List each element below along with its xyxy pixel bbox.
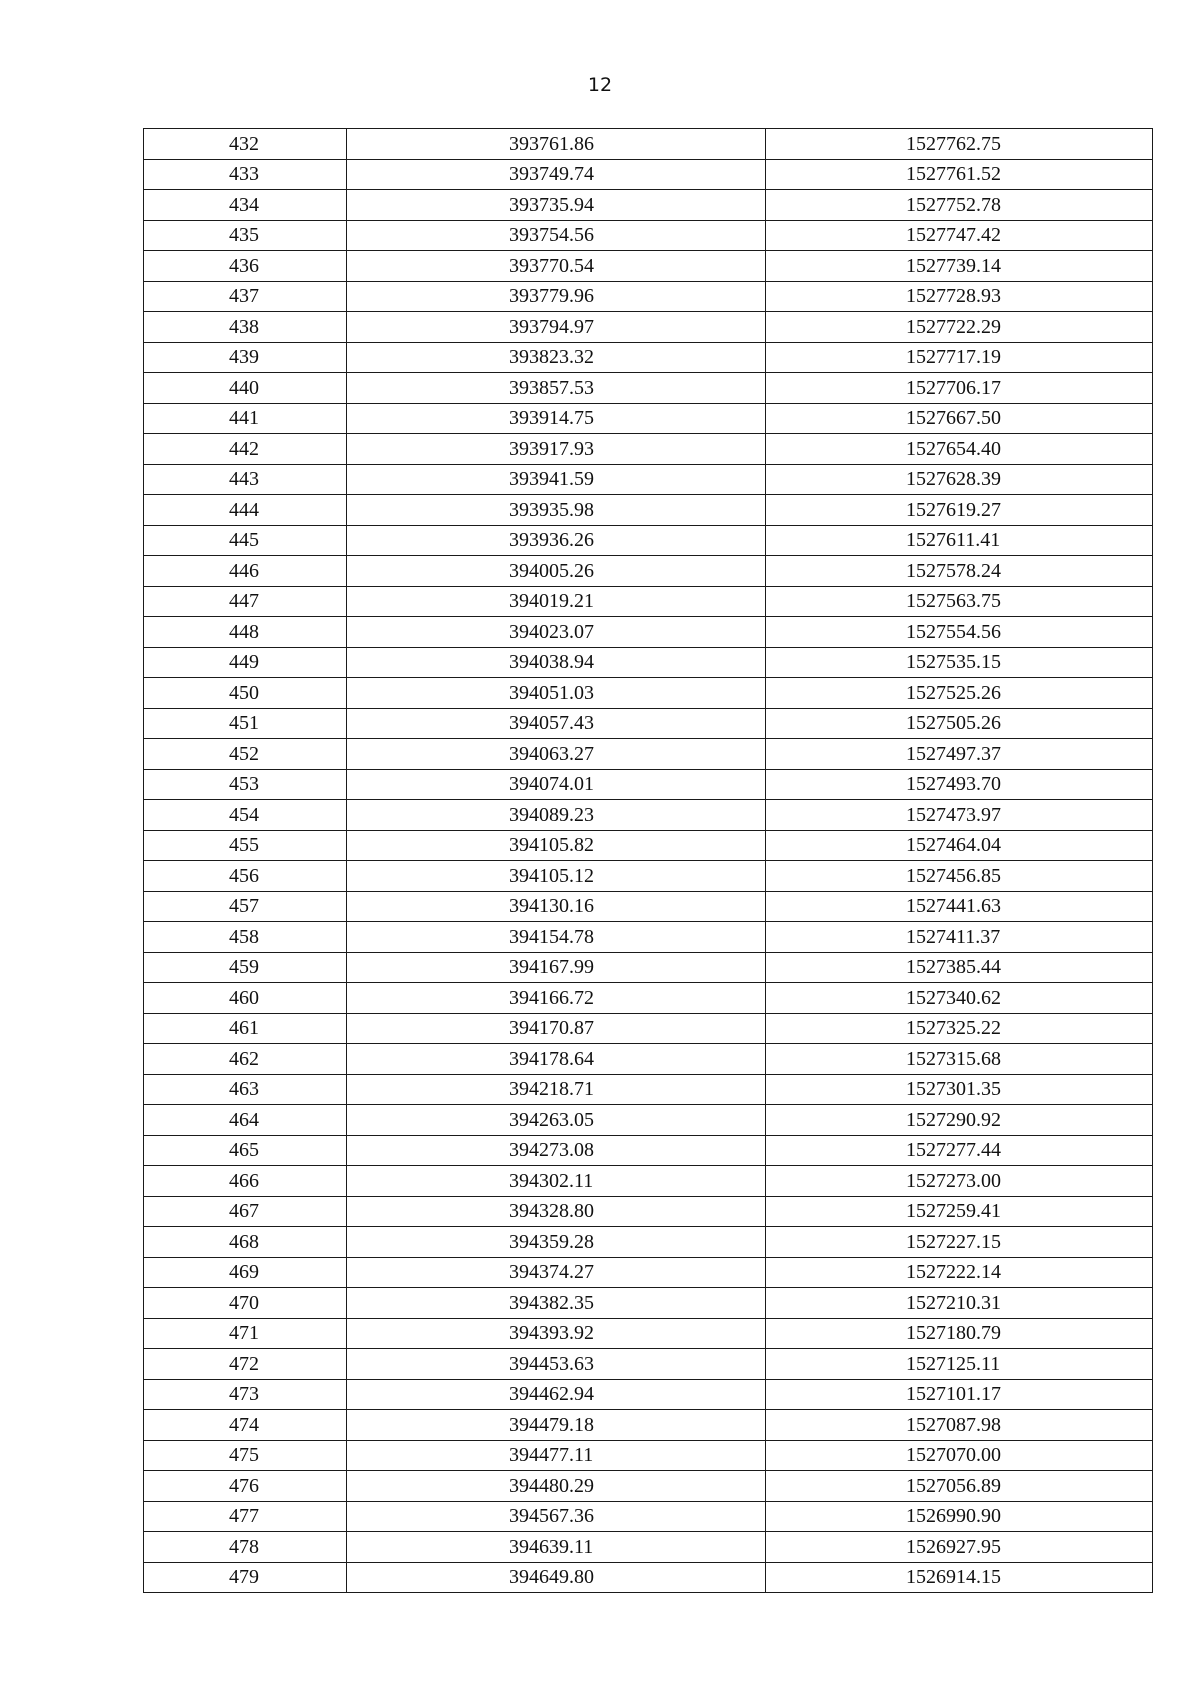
y-coordinate-cell: 1527628.39 (766, 464, 1153, 495)
point-number-cell: 467 (144, 1196, 347, 1227)
y-coordinate-cell: 1527290.92 (766, 1105, 1153, 1136)
point-number-cell: 449 (144, 647, 347, 678)
table-row (144, 800, 1153, 831)
y-coordinate-cell: 1527497.37 (766, 739, 1153, 770)
y-coordinate-cell: 1527493.70 (766, 769, 1153, 800)
x-coordinate-cell: 394374.27 (347, 1257, 766, 1288)
y-coordinate-cell: 1527125.11 (766, 1349, 1153, 1380)
y-coordinate-cell: 1527578.24 (766, 556, 1153, 587)
x-coordinate-cell: 394639.11 (347, 1532, 766, 1563)
y-coordinate-cell: 1527619.27 (766, 495, 1153, 526)
table-row (144, 159, 1153, 190)
point-number-cell: 460 (144, 983, 347, 1014)
point-number-cell: 468 (144, 1227, 347, 1258)
table-row (144, 495, 1153, 526)
x-coordinate-cell: 393794.97 (347, 312, 766, 343)
y-coordinate-cell: 1527301.35 (766, 1074, 1153, 1105)
table-row (144, 1196, 1153, 1227)
x-coordinate-cell: 394480.29 (347, 1471, 766, 1502)
table-row (144, 647, 1153, 678)
x-coordinate-cell: 394154.78 (347, 922, 766, 953)
x-coordinate-cell: 394359.28 (347, 1227, 766, 1258)
y-coordinate-cell: 1527273.00 (766, 1166, 1153, 1197)
y-coordinate-cell: 1526990.90 (766, 1501, 1153, 1532)
x-coordinate-cell: 394462.94 (347, 1379, 766, 1410)
x-coordinate-cell: 393935.98 (347, 495, 766, 526)
y-coordinate-cell: 1527315.68 (766, 1044, 1153, 1075)
point-number-cell: 442 (144, 434, 347, 465)
y-coordinate-cell: 1527525.26 (766, 678, 1153, 709)
point-number-cell: 448 (144, 617, 347, 648)
table-row (144, 1562, 1153, 1593)
point-number-cell: 475 (144, 1440, 347, 1471)
table-row (144, 1410, 1153, 1441)
table-row (144, 952, 1153, 983)
coordinates-table-body (144, 129, 1153, 1593)
point-number-cell: 452 (144, 739, 347, 770)
x-coordinate-cell: 394019.21 (347, 586, 766, 617)
y-coordinate-cell: 1527706.17 (766, 373, 1153, 404)
coordinates-table (143, 128, 1153, 1593)
table-row (144, 586, 1153, 617)
table-row (144, 464, 1153, 495)
table-row (144, 1288, 1153, 1319)
y-coordinate-cell: 1527087.98 (766, 1410, 1153, 1441)
y-coordinate-cell: 1527611.41 (766, 525, 1153, 556)
table-row (144, 1044, 1153, 1075)
x-coordinate-cell: 394453.63 (347, 1349, 766, 1380)
y-coordinate-cell: 1527101.17 (766, 1379, 1153, 1410)
y-coordinate-cell: 1526927.95 (766, 1532, 1153, 1563)
table-row (144, 525, 1153, 556)
point-number-cell: 441 (144, 403, 347, 434)
point-number-cell: 464 (144, 1105, 347, 1136)
point-number-cell: 432 (144, 129, 347, 160)
x-coordinate-cell: 393754.56 (347, 220, 766, 251)
table-row (144, 1135, 1153, 1166)
table-row (144, 220, 1153, 251)
table-row (144, 922, 1153, 953)
point-number-cell: 458 (144, 922, 347, 953)
point-number-cell: 478 (144, 1532, 347, 1563)
point-number-cell: 447 (144, 586, 347, 617)
x-coordinate-cell: 394166.72 (347, 983, 766, 1014)
x-coordinate-cell: 394218.71 (347, 1074, 766, 1105)
point-number-cell: 451 (144, 708, 347, 739)
y-coordinate-cell: 1527464.04 (766, 830, 1153, 861)
point-number-cell: 459 (144, 952, 347, 983)
table-row (144, 403, 1153, 434)
point-number-cell: 454 (144, 800, 347, 831)
table-row (144, 739, 1153, 770)
x-coordinate-cell: 394170.87 (347, 1013, 766, 1044)
y-coordinate-cell: 1527554.56 (766, 617, 1153, 648)
y-coordinate-cell: 1527411.37 (766, 922, 1153, 953)
x-coordinate-cell: 393749.74 (347, 159, 766, 190)
point-number-cell: 457 (144, 891, 347, 922)
table-row (144, 1349, 1153, 1380)
table-row (144, 434, 1153, 465)
x-coordinate-cell: 393936.26 (347, 525, 766, 556)
table-row (144, 678, 1153, 709)
table-row (144, 1013, 1153, 1044)
table-row (144, 373, 1153, 404)
table-row (144, 129, 1153, 160)
point-number-cell: 436 (144, 251, 347, 282)
x-coordinate-cell: 394393.92 (347, 1318, 766, 1349)
point-number-cell: 438 (144, 312, 347, 343)
table-row (144, 1501, 1153, 1532)
table-row (144, 617, 1153, 648)
x-coordinate-cell: 394089.23 (347, 800, 766, 831)
point-number-cell: 462 (144, 1044, 347, 1075)
point-number-cell: 456 (144, 861, 347, 892)
y-coordinate-cell: 1527277.44 (766, 1135, 1153, 1166)
x-coordinate-cell: 394328.80 (347, 1196, 766, 1227)
point-number-cell: 476 (144, 1471, 347, 1502)
y-coordinate-cell: 1527728.93 (766, 281, 1153, 312)
table-row (144, 1227, 1153, 1258)
table-row (144, 861, 1153, 892)
table-row (144, 1471, 1153, 1502)
table-row (144, 1074, 1153, 1105)
y-coordinate-cell: 1527340.62 (766, 983, 1153, 1014)
table-row (144, 1532, 1153, 1563)
y-coordinate-cell: 1527535.15 (766, 647, 1153, 678)
x-coordinate-cell: 394074.01 (347, 769, 766, 800)
y-coordinate-cell: 1527056.89 (766, 1471, 1153, 1502)
x-coordinate-cell: 394263.05 (347, 1105, 766, 1136)
y-coordinate-cell: 1527722.29 (766, 312, 1153, 343)
point-number-cell: 477 (144, 1501, 347, 1532)
point-number-cell: 445 (144, 525, 347, 556)
point-number-cell: 440 (144, 373, 347, 404)
x-coordinate-cell: 394051.03 (347, 678, 766, 709)
table-row (144, 1318, 1153, 1349)
point-number-cell: 461 (144, 1013, 347, 1044)
y-coordinate-cell: 1527222.14 (766, 1257, 1153, 1288)
y-coordinate-cell: 1527505.26 (766, 708, 1153, 739)
table-row (144, 830, 1153, 861)
x-coordinate-cell: 394105.82 (347, 830, 766, 861)
x-coordinate-cell: 393917.93 (347, 434, 766, 465)
x-coordinate-cell: 394057.43 (347, 708, 766, 739)
y-coordinate-cell: 1527325.22 (766, 1013, 1153, 1044)
x-coordinate-cell: 394130.16 (347, 891, 766, 922)
point-number-cell: 472 (144, 1349, 347, 1380)
y-coordinate-cell: 1527752.78 (766, 190, 1153, 221)
table-row (144, 1257, 1153, 1288)
point-number-cell: 479 (144, 1562, 347, 1593)
y-coordinate-cell: 1527385.44 (766, 952, 1153, 983)
x-coordinate-cell: 394005.26 (347, 556, 766, 587)
point-number-cell: 469 (144, 1257, 347, 1288)
table-row (144, 556, 1153, 587)
table-row (144, 190, 1153, 221)
point-number-cell: 465 (144, 1135, 347, 1166)
x-coordinate-cell: 394649.80 (347, 1562, 766, 1593)
point-number-cell: 439 (144, 342, 347, 373)
point-number-cell: 470 (144, 1288, 347, 1319)
y-coordinate-cell: 1527762.75 (766, 129, 1153, 160)
x-coordinate-cell: 394567.36 (347, 1501, 766, 1532)
point-number-cell: 463 (144, 1074, 347, 1105)
page-number: 12 (587, 74, 613, 96)
y-coordinate-cell: 1527761.52 (766, 159, 1153, 190)
x-coordinate-cell: 393779.96 (347, 281, 766, 312)
point-number-cell: 471 (144, 1318, 347, 1349)
y-coordinate-cell: 1527441.63 (766, 891, 1153, 922)
x-coordinate-cell: 394105.12 (347, 861, 766, 892)
y-coordinate-cell: 1527747.42 (766, 220, 1153, 251)
x-coordinate-cell: 393857.53 (347, 373, 766, 404)
point-number-cell: 473 (144, 1379, 347, 1410)
point-number-cell: 455 (144, 830, 347, 861)
y-coordinate-cell: 1527227.15 (766, 1227, 1153, 1258)
y-coordinate-cell: 1527180.79 (766, 1318, 1153, 1349)
point-number-cell: 433 (144, 159, 347, 190)
table-row (144, 1440, 1153, 1471)
y-coordinate-cell: 1527717.19 (766, 342, 1153, 373)
y-coordinate-cell: 1527070.00 (766, 1440, 1153, 1471)
table-row (144, 891, 1153, 922)
point-number-cell: 435 (144, 220, 347, 251)
point-number-cell: 450 (144, 678, 347, 709)
x-coordinate-cell: 393823.32 (347, 342, 766, 373)
x-coordinate-cell: 394479.18 (347, 1410, 766, 1441)
point-number-cell: 474 (144, 1410, 347, 1441)
x-coordinate-cell: 394038.94 (347, 647, 766, 678)
point-number-cell: 466 (144, 1166, 347, 1197)
point-number-cell: 446 (144, 556, 347, 587)
x-coordinate-cell: 394382.35 (347, 1288, 766, 1319)
x-coordinate-cell: 394023.07 (347, 617, 766, 648)
point-number-cell: 437 (144, 281, 347, 312)
y-coordinate-cell: 1526914.15 (766, 1562, 1153, 1593)
x-coordinate-cell: 394167.99 (347, 952, 766, 983)
y-coordinate-cell: 1527563.75 (766, 586, 1153, 617)
table-row (144, 281, 1153, 312)
point-number-cell: 453 (144, 769, 347, 800)
y-coordinate-cell: 1527210.31 (766, 1288, 1153, 1319)
table-row (144, 312, 1153, 343)
x-coordinate-cell: 394273.08 (347, 1135, 766, 1166)
y-coordinate-cell: 1527456.85 (766, 861, 1153, 892)
x-coordinate-cell: 394477.11 (347, 1440, 766, 1471)
x-coordinate-cell: 393735.94 (347, 190, 766, 221)
x-coordinate-cell: 394178.64 (347, 1044, 766, 1075)
point-number-cell: 444 (144, 495, 347, 526)
x-coordinate-cell: 394063.27 (347, 739, 766, 770)
x-coordinate-cell: 394302.11 (347, 1166, 766, 1197)
x-coordinate-cell: 393941.59 (347, 464, 766, 495)
y-coordinate-cell: 1527473.97 (766, 800, 1153, 831)
point-number-cell: 434 (144, 190, 347, 221)
table-row (144, 769, 1153, 800)
x-coordinate-cell: 393761.86 (347, 129, 766, 160)
table-row (144, 251, 1153, 282)
x-coordinate-cell: 393914.75 (347, 403, 766, 434)
table-row (144, 983, 1153, 1014)
y-coordinate-cell: 1527654.40 (766, 434, 1153, 465)
y-coordinate-cell: 1527259.41 (766, 1196, 1153, 1227)
table-row (144, 1105, 1153, 1136)
table-row (144, 1379, 1153, 1410)
table-row (144, 708, 1153, 739)
table-row (144, 342, 1153, 373)
point-number-cell: 443 (144, 464, 347, 495)
y-coordinate-cell: 1527667.50 (766, 403, 1153, 434)
y-coordinate-cell: 1527739.14 (766, 251, 1153, 282)
x-coordinate-cell: 393770.54 (347, 251, 766, 282)
table-row (144, 1166, 1153, 1197)
